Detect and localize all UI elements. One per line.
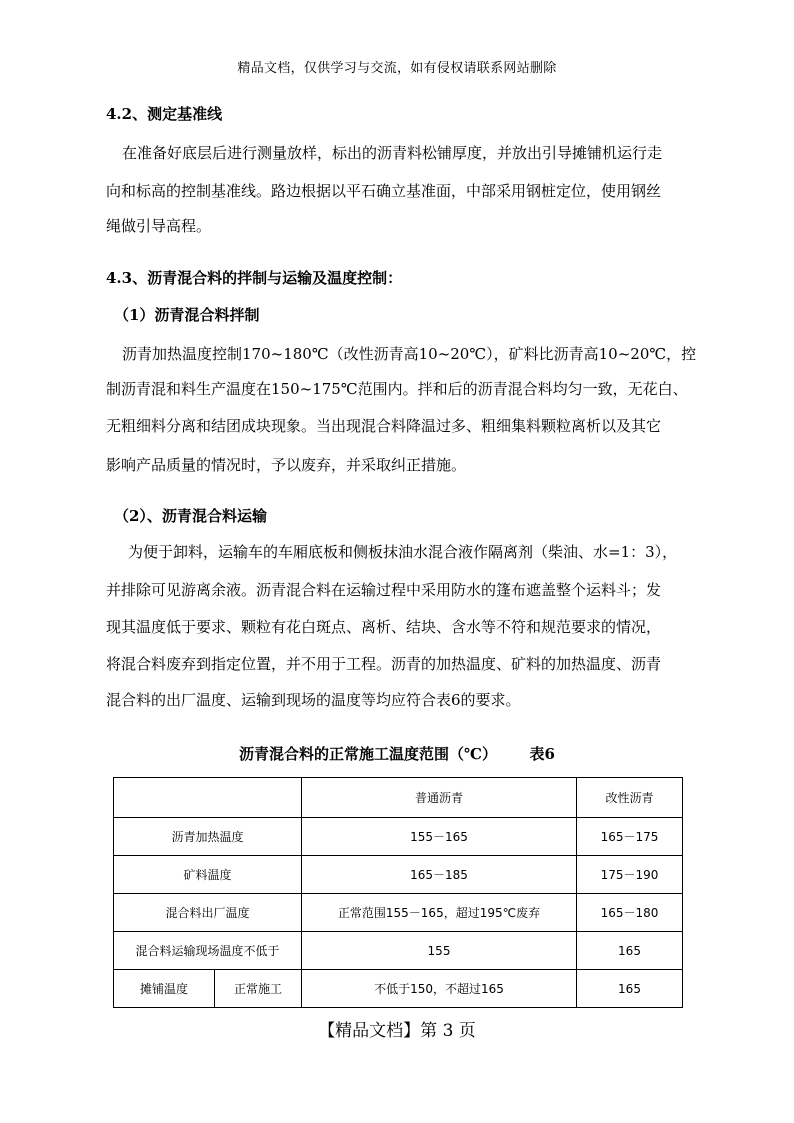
table-caption: [0, 743, 794, 764]
paragraph-line: 并排除可见游离余液。沥青混合料在运输过程中采用防水的篷布遮盖整个运料斗；发: [106, 581, 662, 599]
table-cell: 165: [577, 970, 683, 1008]
table-cell: 矿料温度: [114, 856, 302, 894]
table-row: [114, 970, 683, 1008]
table-cell: 155－165: [302, 818, 577, 856]
paragraph-line: 将混合料废弃到指定位置，并不用于工程。沥青的加热温度、矿料的加热温度、沥青: [106, 655, 662, 673]
paragraph-line: 无粗细料分离和结团成块现象。当出现混合料降温过多、粗细集料颗粒离析以及其它: [106, 417, 662, 435]
paragraph-line: 现其温度低于要求、颗粒有花白斑点、离析、结块、含水等不符和规范要求的情况，: [106, 618, 662, 636]
table-cell: 正常范围155－165，超过195℃废弃: [302, 894, 577, 932]
table-row: [114, 932, 683, 970]
table-header-cell: 普通沥青: [302, 778, 577, 818]
paragraph-line: 混合料的出厂温度、运输到现场的温度等均应符合表6的要求。: [106, 691, 521, 709]
table-row: [114, 818, 683, 856]
paragraph-line: 在准备好底层后进行测量放样，标出的沥青料松铺厚度，并放出引导摊铺机运行走: [122, 144, 663, 162]
table-cell: 155: [302, 932, 577, 970]
section-heading-4-2: 4.2、测定基准线: [106, 105, 223, 123]
paragraph-line: 沥青加热温度控制170~180℃（改性沥青高10~20℃），矿料比沥青高10~20℃，控: [122, 345, 697, 363]
table-cell: 165－185: [302, 856, 577, 894]
table-header-cell: [114, 778, 302, 818]
table-cell: 摊铺温度: [114, 970, 215, 1008]
table-title: 沥青混合料的正常施工温度范围（℃）: [239, 745, 498, 763]
page-header: 精品文档，仅供学习与交流，如有侵权请联系网站删除: [237, 61, 557, 76]
paragraph-line: 为便于卸料，运输车的车厢底板和侧板抹油水混合液作隔离剂（柴油、水=1：3），: [128, 543, 678, 561]
subsection-heading-2: （2）、沥青混合料运输: [114, 507, 267, 525]
table-header-row: [114, 778, 683, 818]
table-cell: 正常施工: [215, 970, 302, 1008]
table-cell: 165－180: [577, 894, 683, 932]
table-row: [114, 856, 683, 894]
paragraph-line: 绳做引导高程。: [106, 217, 212, 235]
table-header-cell: 改性沥青: [577, 778, 683, 818]
table-cell: 175－190: [577, 856, 683, 894]
table-cell: 沥青加热温度: [114, 818, 302, 856]
subsection-heading-1: （1）沥青混合料拌制: [114, 306, 260, 324]
paragraph-line: 制沥青混和料生产温度在150~175℃范围内。拌和后的沥青混合料均匀一致，无花白、: [106, 380, 688, 398]
temperature-table: [113, 777, 683, 1008]
table-cell: 165－175: [577, 818, 683, 856]
table-cell: 不低于150，不超过165: [302, 970, 577, 1008]
paragraph-line: 向和标高的控制基准线。路边根据以平石确立基准面，中部采用钢桩定位，使用钢丝: [106, 182, 662, 200]
table-number: 表6: [529, 745, 555, 763]
table-cell: 165: [577, 932, 683, 970]
page-footer: 【精品文档】第 3 页: [318, 1021, 476, 1041]
table-row: [114, 894, 683, 932]
table-cell: 混合料运输现场温度不低于: [114, 932, 302, 970]
table-cell: 混合料出厂温度: [114, 894, 302, 932]
paragraph-line: 影响产品质量的情况时，予以废弃，并采取纠正措施。: [106, 456, 467, 474]
section-heading-4-3: 4.3、沥青混合料的拌制与运输及温度控制：: [106, 269, 403, 287]
